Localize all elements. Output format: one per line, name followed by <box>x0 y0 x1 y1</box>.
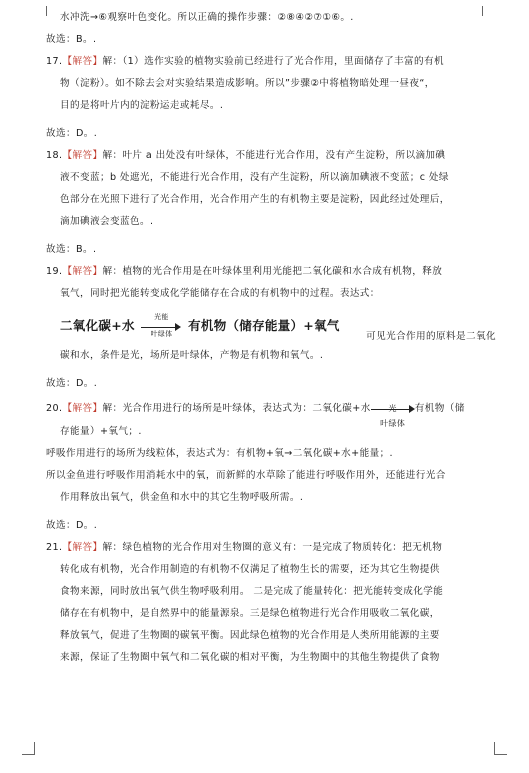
arrow-condition: 光能 <box>154 312 169 321</box>
answer-tag: 【解答】 <box>62 542 103 553</box>
crop-mark-bottom-left <box>22 742 35 755</box>
answer-tag: 【解答】 <box>62 403 103 414</box>
question-20-line-1 <box>46 396 496 428</box>
question-19-line-1 <box>46 262 496 284</box>
text-line: 转化成有机物，光合作用制造的有机物不仅满足了植物生长的需要，还为其它生物提供 <box>60 564 440 575</box>
answer-tag: 【解答】 <box>62 266 103 277</box>
answer-line: 故选：D。. <box>46 520 98 531</box>
question-18-line-1 <box>46 146 496 168</box>
text-line: 水冲洗→⑥观察叶色变化。所以正确的操作步骤：②⑧④②⑦①⑥。. <box>60 12 354 23</box>
arrow-condition: 光 <box>388 404 397 413</box>
text-line: 目的是将叶片内的淀粉运走或耗尽。. <box>60 100 224 111</box>
text-span: 可见光合作用的原料是二氧化 <box>366 331 496 342</box>
formula-expression <box>60 312 340 338</box>
text-span: 解：（1）选作实验的植物实验前已经进行了光合作用，里面储存了丰富的有机 <box>102 56 444 67</box>
photosynthesis-formula <box>46 306 496 346</box>
question-number: 19. <box>46 266 63 277</box>
question-number: 17. <box>46 56 63 67</box>
question-21-line-1 <box>46 538 496 560</box>
formula-products: 有机物（储存能量）+氧气 <box>188 318 340 333</box>
answer-line: 故选：D。. <box>46 378 98 389</box>
question-17-line-1 <box>46 52 496 74</box>
document-page <box>46 8 496 670</box>
question-number: 20. <box>46 403 63 414</box>
answer-line: 故选：B。. <box>46 244 97 255</box>
text-line: 作用释放出氧气，供金鱼和水中的其它生物呼吸所需。. <box>60 492 304 503</box>
text-line: 食物来源，同时放出氧气供生物呼吸利用。 二是完成了能量转化：把光能转变成化学能 <box>60 586 444 597</box>
answer-line: 故选：D。. <box>46 128 98 139</box>
question-number: 18. <box>46 150 63 161</box>
reaction-arrow <box>141 312 181 338</box>
text-line: 来源，保证了生物圈中氧气和二氧化碳的相对平衡，为生物圈中的其他生物提供了食物 <box>60 652 440 663</box>
arrow-location: 叶绿体 <box>150 329 173 338</box>
text-span: 有机物（储 <box>414 403 465 414</box>
text-line: 色部分在光照下进行了光合作用，光合作用产生的有机物主要是淀粉，因此经过处理后， <box>60 194 450 205</box>
text-span: 解：叶片 a 出处没有叶绿体，不能进行光合作用，没有产生淀粉，所以滴加碘 <box>102 150 446 161</box>
text-line: 物（淀粉）。如不除去会对实验结果造成影响。所以”步骤②中将植物暗处理一昼夜“， <box>60 78 435 89</box>
text-line: 滴加碘液会变蓝色。. <box>60 216 154 227</box>
text-span: 解：植物的光合作用是在叶绿体里利用光能把二氧化碳和水合成有机物，释放 <box>102 266 443 277</box>
text-line: 所以金鱼进行呼吸作用消耗水中的氧，而新鲜的水草除了能进行呼吸作用外，还能进行光合 <box>46 470 446 481</box>
formula-reactants: 二氧化碳+水 <box>60 318 135 333</box>
text-span: 解：绿色植物的光合作用对生物圈的意义有：一是完成了物质转化：把无机物 <box>102 542 443 553</box>
text-line: 碳和水，条件是光，场所是叶绿体，产物是有机物和氧气。. <box>60 350 324 361</box>
reaction-arrow <box>371 401 415 428</box>
text-line: 氧气，同时把光能转变成化学能储存在合成的有机物中的过程。表达式： <box>60 288 380 299</box>
answer-tag: 【解答】 <box>62 56 103 67</box>
text-line: 释放氧气，促进了生物圈的碳氧平衡。因此绿色植物的光合作用是人类所用能源的主要 <box>60 630 440 641</box>
text-line: 呼吸作用进行的场所为线粒体，表达式为：有机物+氧→二氧化碳+水+能量；. <box>46 448 394 459</box>
text-line: 存能量）+氧气；. <box>60 426 142 437</box>
answer-line: 故选：B。. <box>46 34 97 45</box>
text-line: 液不变蓝；b 处遮光，不能进行光合作用，没有产生淀粉，所以滴加碘液不变蓝；c 处绿 <box>60 172 449 183</box>
question-number: 21. <box>46 542 63 553</box>
text-span: 解：光合作用进行的场所是叶绿体，表达式为：二氧化碳+水 <box>102 403 371 414</box>
text-line: 储存在有机物中，是自然界中的能量源泉。三是绿色植物进行光合作用吸收二氧化碳， <box>60 608 440 619</box>
arrow-location: 叶绿体 <box>380 419 406 428</box>
answer-tag: 【解答】 <box>62 150 103 161</box>
crop-mark-bottom-right <box>494 742 507 755</box>
